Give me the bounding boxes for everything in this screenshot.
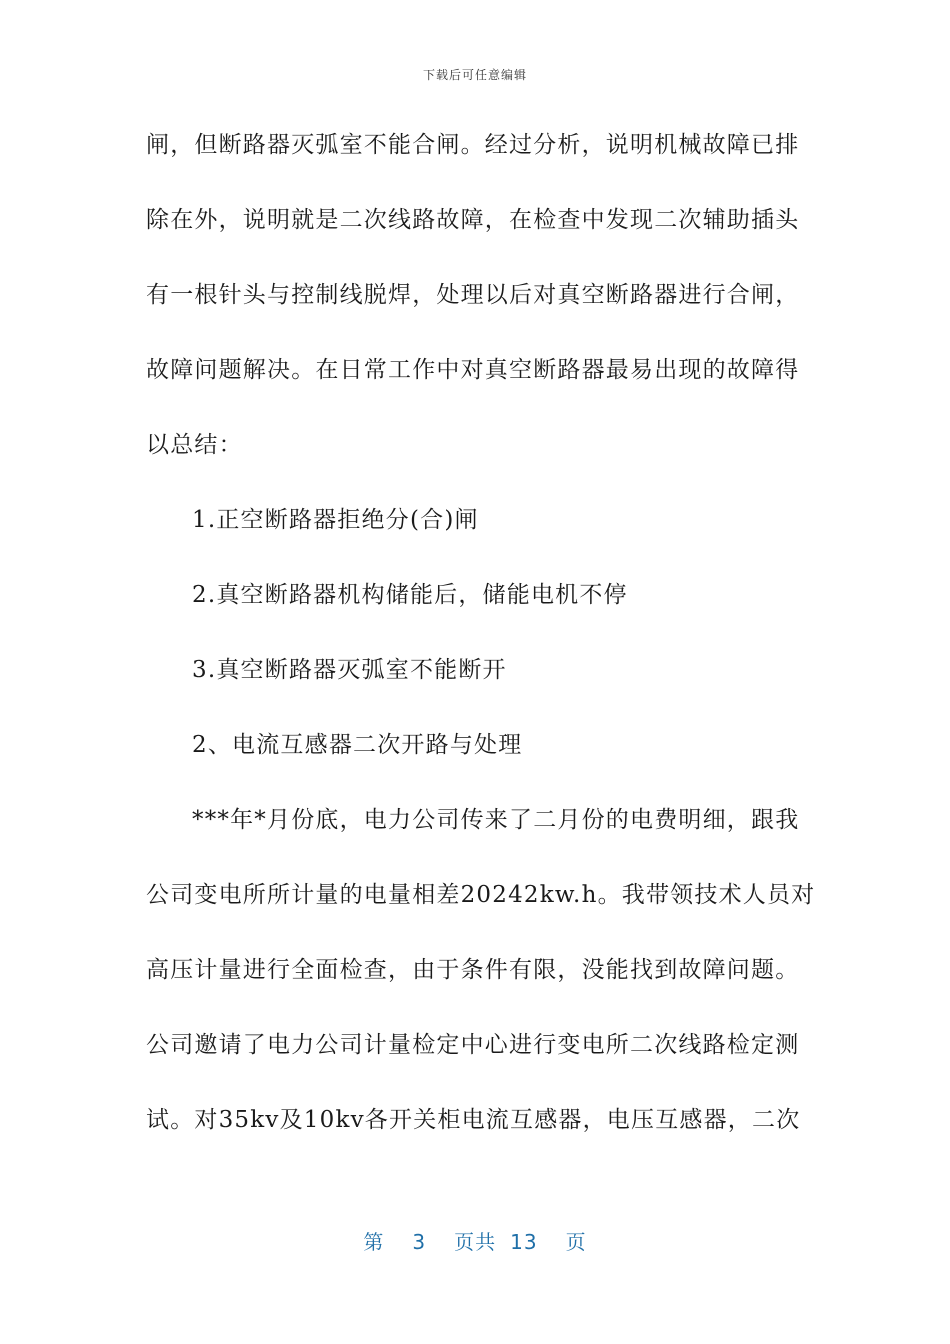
- footer-middle: 页共: [454, 1230, 497, 1254]
- text-line-14: 试。对35kv及10kv各开关柜电流互感器，电压互感器，二次: [146, 1107, 801, 1133]
- footer-total-pages: 13: [510, 1230, 538, 1254]
- list-item-1: 1.正空断路器拒绝分(合)闸: [192, 507, 479, 533]
- list-item-2: 2.真空断路器机构储能后，储能电机不停: [192, 582, 628, 608]
- list-item-3: 3.真空断路器灭弧室不能断开: [192, 657, 507, 683]
- section-heading: 2、电流互感器二次开路与处理: [192, 732, 523, 758]
- footer-current-page: 3: [412, 1230, 427, 1254]
- text-line-3: 有一根针头与控制线脱焊，处理以后对真空断路器进行合闸，: [146, 282, 800, 308]
- text-line-10: ***年*月份底，电力公司传来了二月份的电费明细，跟我: [192, 807, 800, 833]
- text-line-4: 故障问题解决。在日常工作中对真空断路器最易出现的故障得: [146, 357, 800, 383]
- header-note: 下载后可任意编辑: [422, 68, 527, 82]
- page-footer: [0, 1226, 950, 1255]
- text-line-5: 以总结：: [146, 432, 243, 458]
- text-line-2: 除在外，说明就是二次线路故障，在检查中发现二次辅助插头: [146, 207, 800, 233]
- text-line-12: 高压计量进行全面检查，由于条件有限，没能找到故障问题。: [146, 957, 800, 983]
- text-line-1: 闸，但断路器灭弧室不能合闸。经过分析，说明机械故障已排: [146, 132, 800, 158]
- text-line-11: 公司变电所所计量的电量相差20242kw.h。我带领技术人员对: [146, 882, 816, 908]
- text-line-13: 公司邀请了电力公司计量检定中心进行变电所二次线路检定测: [146, 1032, 800, 1058]
- footer-prefix: 第: [363, 1230, 385, 1254]
- footer-suffix: 页: [565, 1230, 587, 1254]
